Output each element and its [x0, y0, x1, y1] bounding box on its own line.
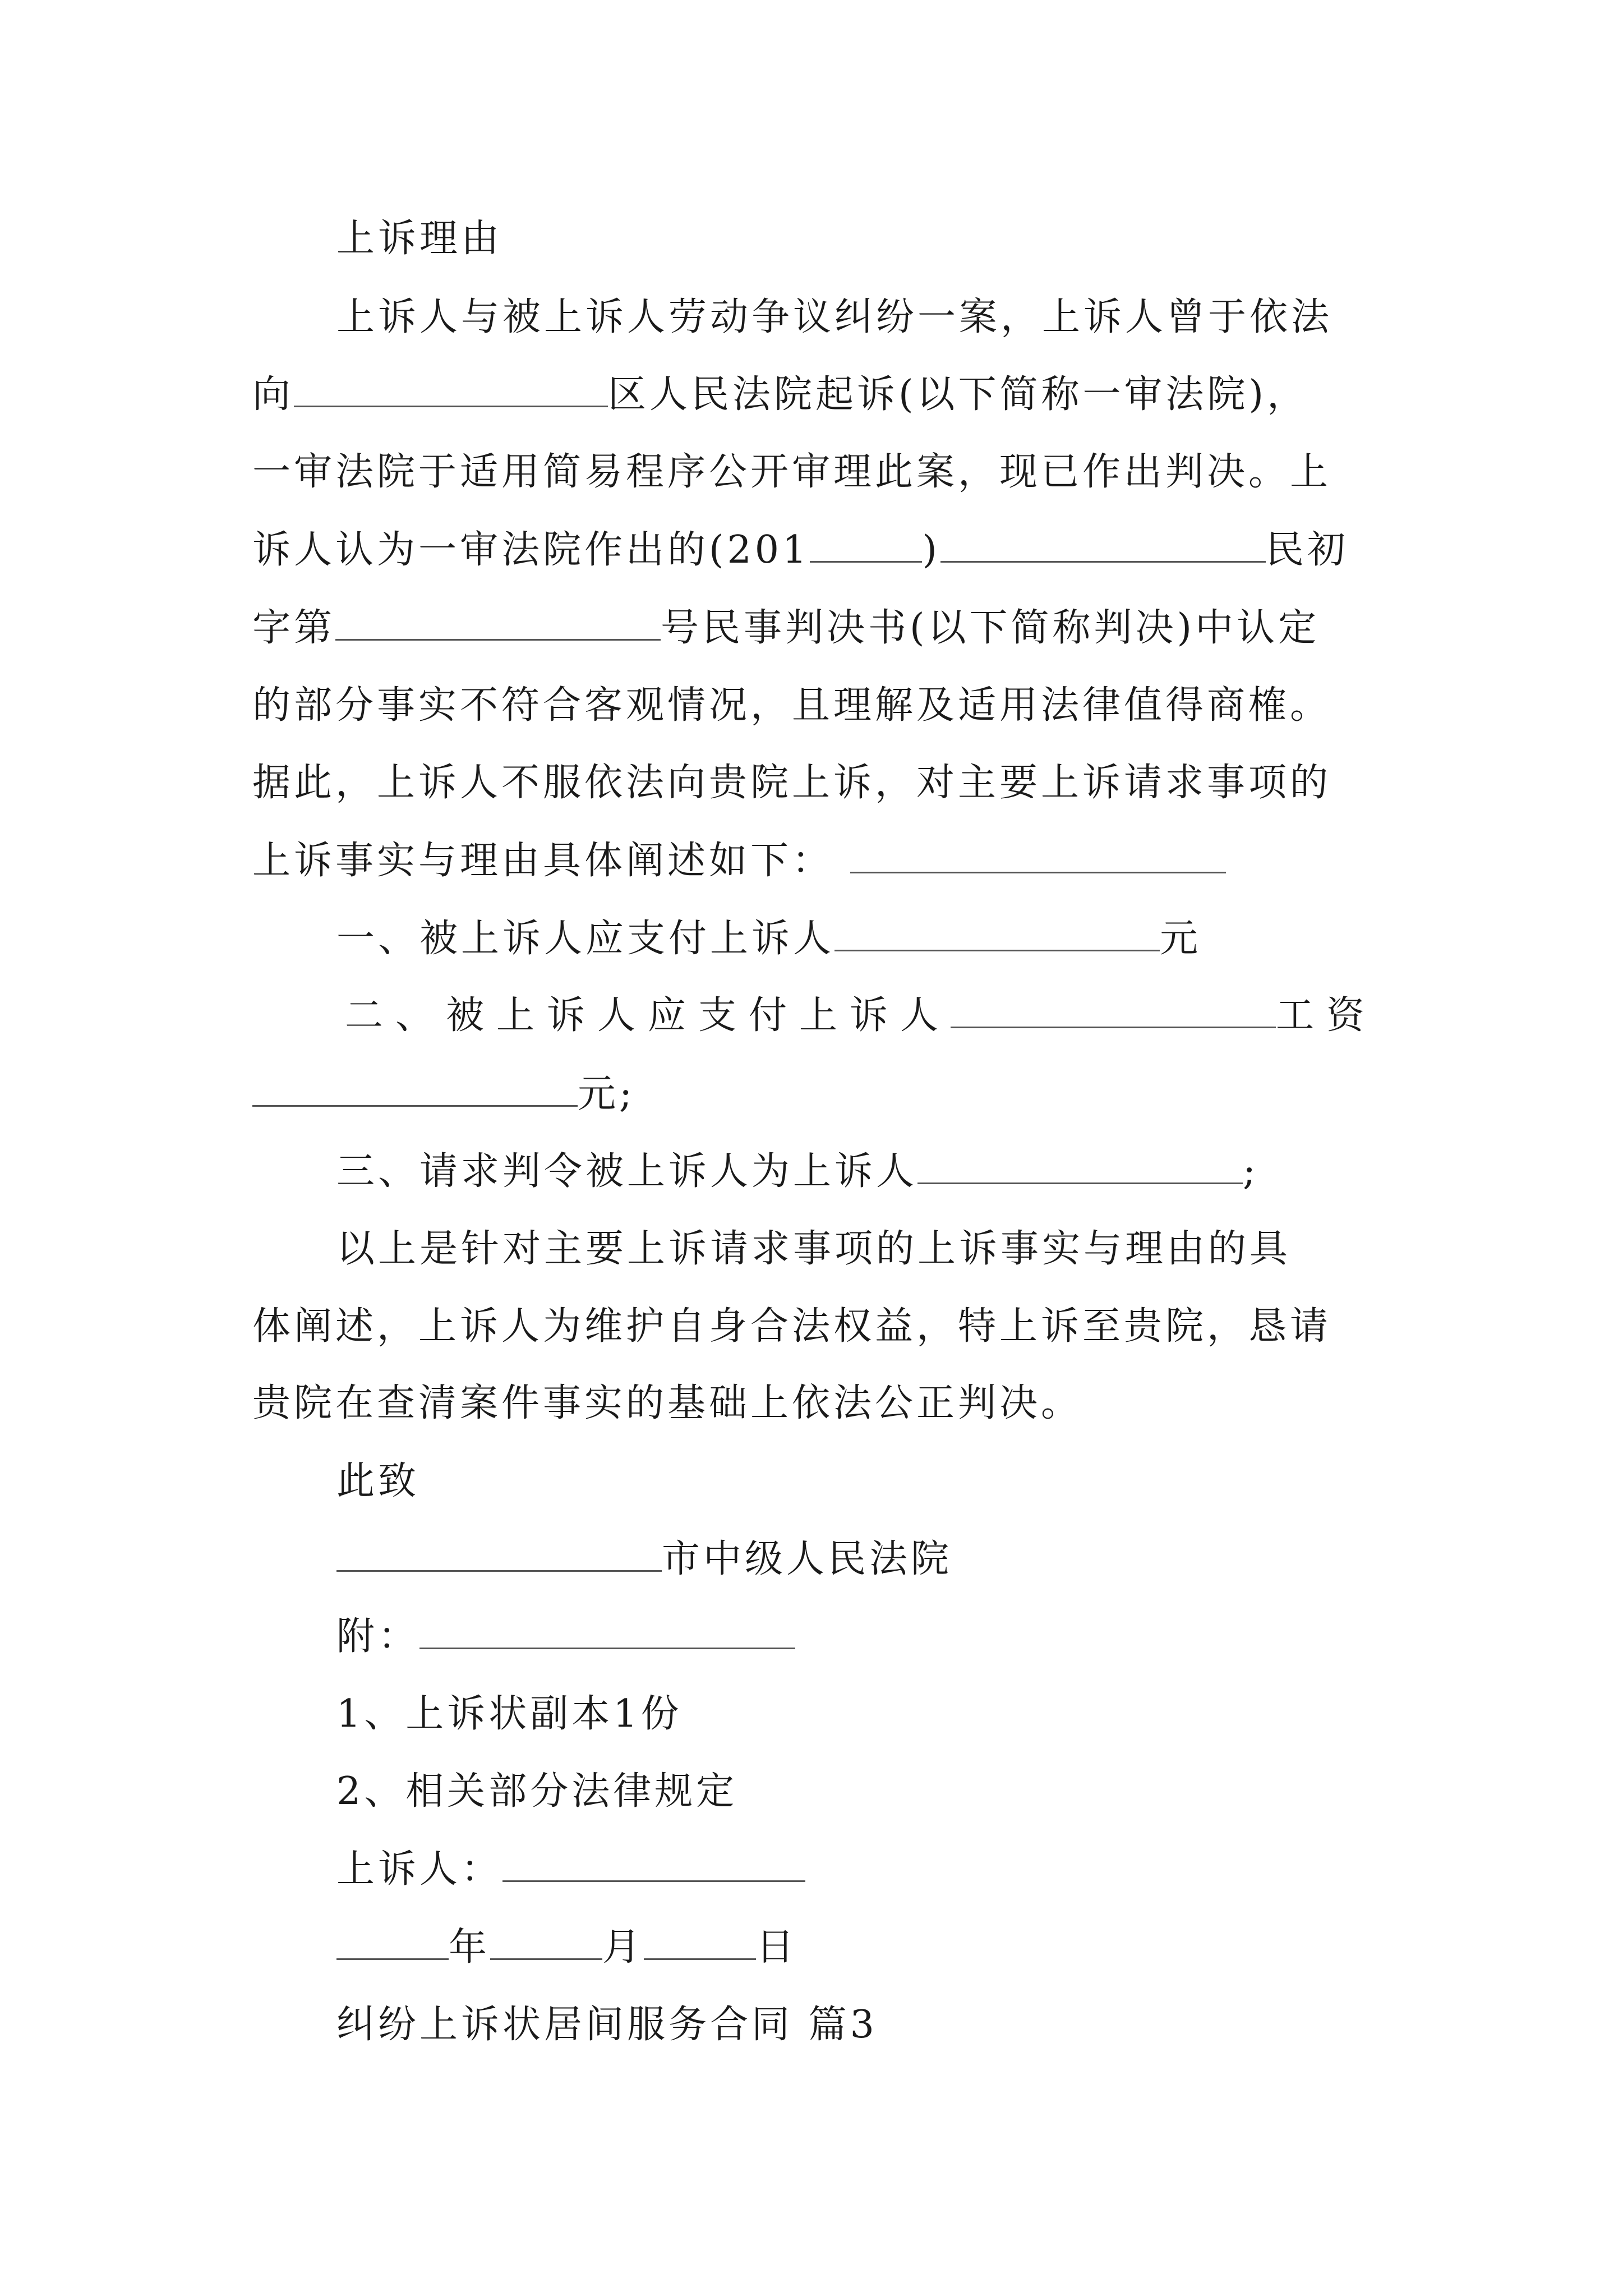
paragraph-line: 向 区人民法院起诉(以下简称一审法院)， — [252, 372, 1309, 417]
paragraph-line: 上诉事实与理由具体阐述如下： — [252, 838, 1226, 884]
paragraph-line: 诉人认为一审法院作出的(201 ) 民初 — [252, 528, 1349, 572]
claim-item-1: 一、被上诉人应支付上诉人 元 — [336, 917, 1202, 961]
date-line: 年 月 日 — [336, 1925, 797, 1970]
paragraph-line: 字第 号民事判决书(以下简称判决)中认定 — [252, 606, 1320, 650]
attachment-label: 附： — [336, 1614, 795, 1659]
fill-blank[interactable] — [940, 527, 1266, 563]
fill-blank[interactable] — [252, 1071, 578, 1107]
salutation: 此致 — [336, 1459, 420, 1503]
fill-blank[interactable] — [335, 605, 661, 641]
claim-item-3: 三、请求判令被上诉人为上诉人 ; — [336, 1149, 1259, 1194]
paragraph-line: 据此，上诉人不服依法向贵院上诉，对主要上诉请求事项的 — [252, 761, 1332, 805]
appellant-signature: 上诉人： — [336, 1847, 805, 1892]
paragraph-line: 上诉人与被上诉人劳动争议纠纷一案，上诉人曾于依法 — [336, 295, 1333, 339]
paragraph-line: 以上是针对主要上诉请求事项的上诉事实与理由的具 — [336, 1227, 1292, 1271]
next-section-title: 纠纷上诉状居间服务合同 篇3 — [336, 2003, 878, 2047]
fill-blank[interactable] — [336, 1925, 449, 1960]
fill-blank[interactable] — [834, 916, 1160, 951]
fill-blank[interactable] — [490, 1925, 602, 1960]
attachment-item: 1、上诉状副本1份 — [336, 1692, 683, 1736]
paragraph-line: 一审法院于适用简易程序公开审理此案，现已作出判决。上 — [252, 450, 1332, 494]
fill-blank[interactable] — [951, 993, 1276, 1028]
section-heading: 上诉理由 — [336, 217, 503, 261]
fill-blank[interactable] — [917, 1149, 1243, 1184]
fill-blank[interactable] — [294, 372, 608, 407]
fill-blank[interactable] — [850, 838, 1226, 873]
fill-blank[interactable] — [502, 1847, 805, 1882]
paragraph-line: 贵院在查清案件事实的基础上依法公正判决。 — [252, 1381, 1083, 1425]
paragraph-line: 的部分事实不符合客观情况，且理解及适用法律值得商榷。 — [252, 683, 1332, 728]
fill-blank[interactable] — [419, 1614, 795, 1649]
claim-item-2: 二、被上诉人应支付上诉人 工资 — [345, 993, 1377, 1038]
paragraph-line: 体阐述，上诉人为维护自身合法权益，特上诉至贵院，恳请 — [252, 1304, 1332, 1349]
fill-blank[interactable] — [336, 1536, 662, 1572]
fill-blank[interactable] — [810, 527, 922, 563]
court-name: 市中级人民法院 — [336, 1536, 952, 1582]
claim-item-2-cont: 元; — [252, 1071, 635, 1117]
fill-blank[interactable] — [644, 1925, 756, 1960]
attachment-item: 2、相关部分法律规定 — [336, 1769, 738, 1814]
